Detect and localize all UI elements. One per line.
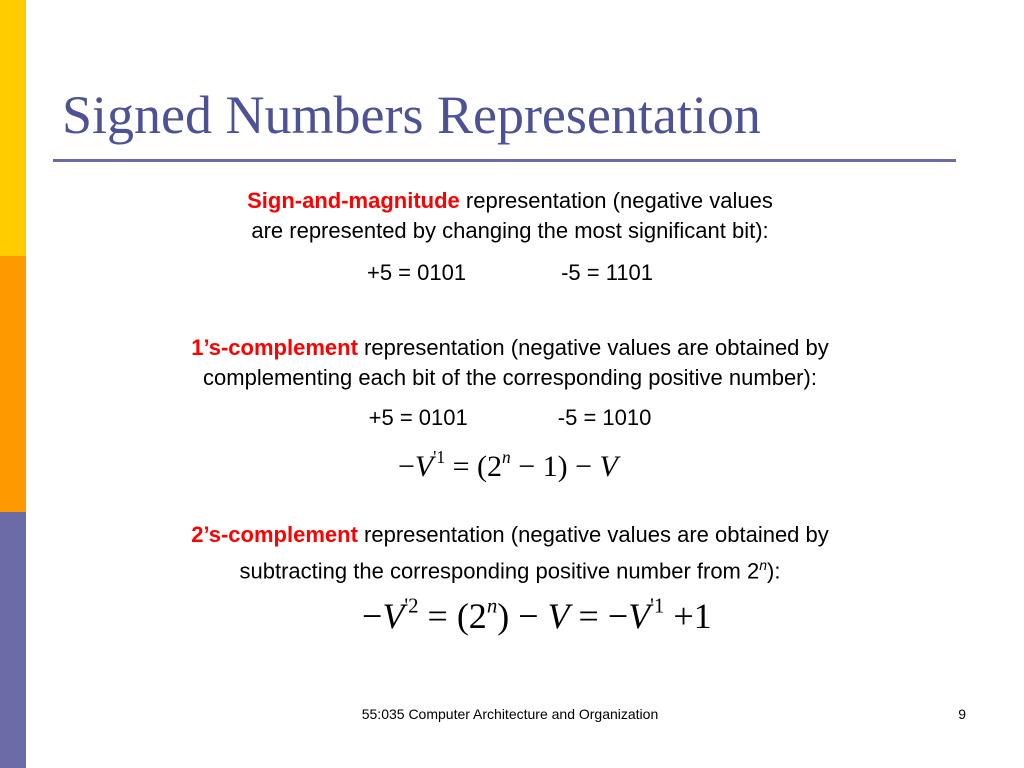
sidebar-decoration [0, 0, 26, 768]
sidebar-bar-purple [0, 512, 26, 768]
sign-magnitude-text-line1: representation (negative values [459, 188, 773, 213]
sign-magnitude-example-neg: -5 = 1101 [561, 260, 654, 285]
sign-magnitude-text-line2: are represented by changing the most significant bit): [251, 218, 769, 243]
sign-magnitude-description [60, 186, 960, 246]
sidebar-bar-yellow [0, 0, 26, 256]
twos-complement-description [60, 520, 960, 586]
footer-course-name: 55:035 Computer Architecture and Organization [361, 706, 659, 722]
ones-complement-description [60, 333, 960, 393]
sidebar-bar-orange [0, 256, 26, 512]
ones-complement-example [60, 405, 960, 431]
page-number: 9 [958, 706, 966, 722]
ones-complement-text-line2: complementing each bit of the corresponding positive number): [203, 365, 817, 390]
twos-complement-term: 2’s-complement [191, 522, 358, 547]
sign-magnitude-term: Sign-and-magnitude [247, 188, 460, 213]
ones-complement-term: 1’s-complement [191, 335, 358, 360]
twos-complement-text-tail: ): [767, 558, 781, 584]
twos-complement-text-line2: subtracting the corresponding positive number from 2 [239, 558, 760, 584]
slide-title: Signed Numbers Representation [62, 85, 761, 145]
twos-complement-exponent: n [759, 557, 768, 573]
ones-complement-text-line1: representation (negative values are obtained by [357, 335, 829, 360]
ones-complement-formula: $-V^{'1} = (2^n - 1) - V$ [398, 446, 618, 483]
title-underline [53, 159, 956, 162]
ones-complement-example-pos: +5 = 0101 [368, 405, 468, 430]
twos-complement-formula: $-V^{'2} = (2^n) - V = -V^{'1} +1$ [362, 593, 712, 636]
sign-magnitude-example [60, 260, 960, 286]
sign-magnitude-example-pos: +5 = 0101 [366, 260, 467, 285]
twos-complement-text-line1: representation (negative values are obtained by [357, 522, 829, 547]
ones-complement-example-neg: -5 = 1010 [557, 405, 652, 430]
